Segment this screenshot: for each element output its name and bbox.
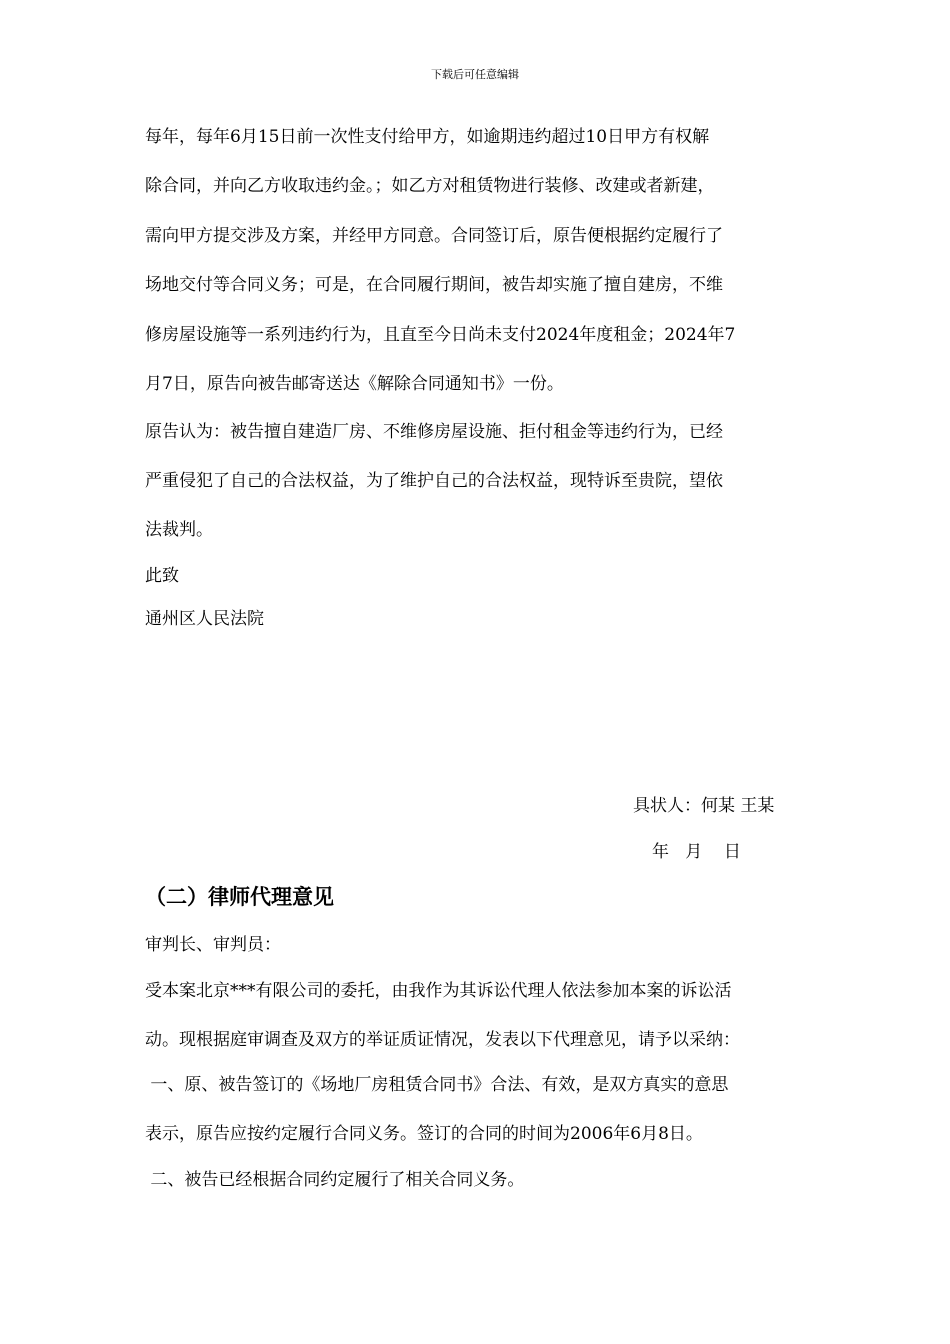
court-name: 通州区人民法院 xyxy=(145,609,264,629)
section-line: 动。现根据庭审调查及双方的举证质证情况，发表以下代理意见，请予以采纳： xyxy=(145,1030,740,1050)
body-line: 需向甲方提交涉及方案，并经甲方同意。合同签订后，原告便根据约定履行了 xyxy=(145,226,723,246)
body-line: 除合同，并向乙方收取违约金。；如乙方对租赁物进行装修、改建或者新建， xyxy=(145,176,715,196)
section-title: （二）律师代理意见 xyxy=(145,884,334,909)
page-header: 下载后可任意编辑 xyxy=(431,68,519,81)
body-line: 严重侵犯了自己的合法权益，为了维护自己的合法权益，现特诉至贵院，望依 xyxy=(145,471,723,491)
section-line: 一、原、被告签订的《场地厂房租赁合同书》合法、有效，是双方真实的意思 xyxy=(145,1075,729,1095)
date-line: 年 月 日 xyxy=(652,842,741,862)
section-line: 受本案北京***有限公司的委托，由我作为其诉讼代理人依法参加本案的诉讼活 xyxy=(145,981,732,1001)
section-line: 二、被告已经根据合同约定履行了相关合同义务。 xyxy=(145,1170,525,1190)
body-line: 月7日，原告向被告邮寄送达《解除合同通知书》一份。 xyxy=(145,374,564,394)
signer-line: 具状人：何某 王某 xyxy=(633,796,775,816)
section-line: 表示，原告应按约定履行合同义务。签订的合同的时间为2006年6月8日。 xyxy=(145,1124,703,1144)
body-line: 法裁判。 xyxy=(145,520,213,540)
body-line: 每年，每年6月15日前一次性支付给甲方，如逾期违约超过10日甲方有权解 xyxy=(145,127,710,147)
section-line: 审判长、审判员： xyxy=(145,935,281,955)
body-line: 原告认为：被告擅自建造厂房、不维修房屋设施、拒付租金等违约行为，已经 xyxy=(145,422,723,442)
body-line: 修房屋设施等一系列违约行为，且直至今日尚未支付2024年度租金；2024年7 xyxy=(145,325,736,345)
body-line: 场地交付等合同义务；可是，在合同履行期间，被告却实施了擅自建房，不维 xyxy=(145,275,723,295)
salutation-line: 此致 xyxy=(145,566,179,586)
